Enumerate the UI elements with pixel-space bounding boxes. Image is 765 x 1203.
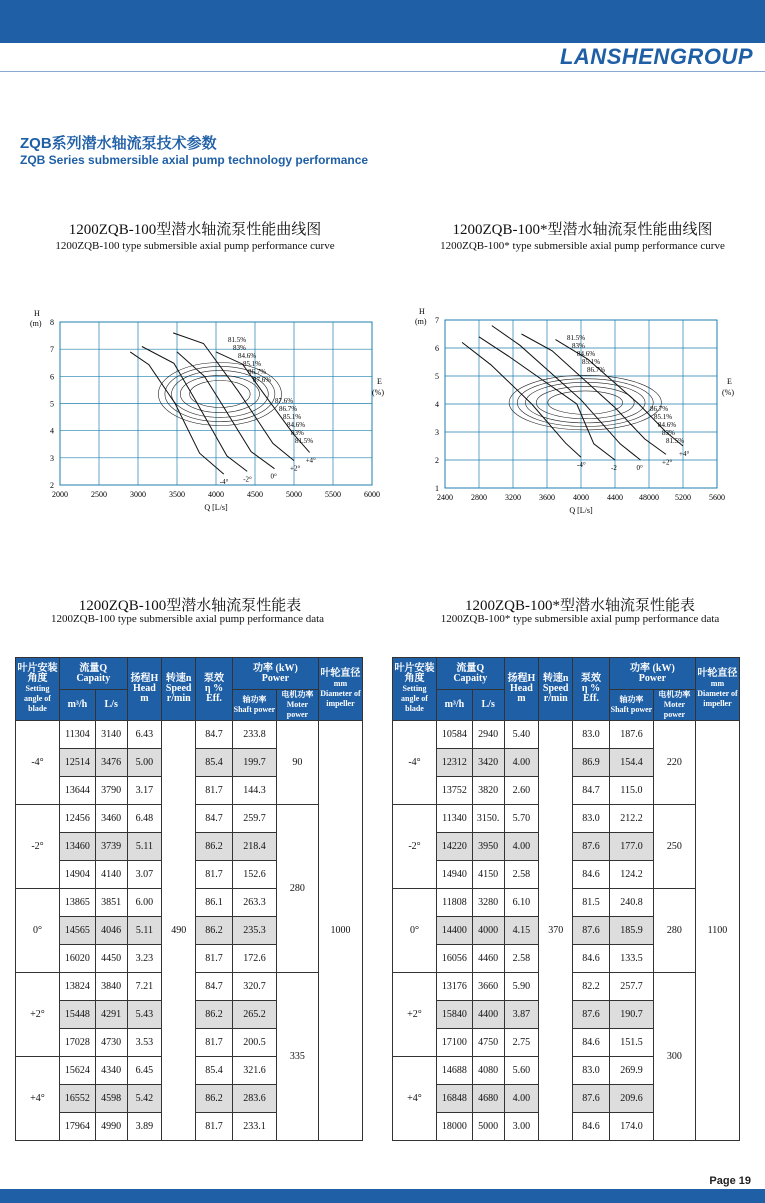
left-efficiency-label: 83% [233,344,246,352]
right-x-tick: 4000 [573,493,589,502]
efficiency-cell: 81.7 [196,945,233,973]
flow-ls-cell: 4750 [472,1029,504,1057]
flow-ls-cell: 4598 [95,1085,127,1113]
efficiency-cell: 85.4 [196,1057,233,1085]
left-efficiency-label: 87.6% [275,397,294,405]
left-x-tick: 4500 [247,490,263,499]
shaft-power-cell: 144.3 [232,777,276,805]
right-angle-label: 0° [636,464,643,472]
table-header: 叶片安装角度 Setting angle of blade 流量Q Capaity 扬程H Head m 转速n Speed r/min 泵效 η % Eff. 功率 (kW) Power 叶轮直径 mm Diameter of impeller m³/h L/s 轴功率 Shaft power 电机功率 Moter power [16,658,363,721]
right-efficiency-label: 83% [572,342,585,350]
left-y-tick: 3 [50,453,54,463]
efficiency-cell: 84.6 [573,1113,610,1141]
right-y-tick: 4 [435,400,439,409]
right-x-tick: 48000 [639,493,659,502]
head-cell: 4.00 [504,833,539,861]
flow-m3h-cell: 13865 [60,889,96,917]
flow-ls-cell: 4400 [472,1001,504,1029]
shaft-power-cell: 235.3 [232,917,276,945]
shaft-power-cell: 269.9 [609,1057,653,1085]
shaft-power-cell: 154.4 [609,749,653,777]
flow-m3h-cell: 14220 [437,833,473,861]
shaft-power-cell: 124.2 [609,861,653,889]
right-efficiency-label: 84.6% [658,421,677,429]
right-chart-title-cn: 1200ZQB-100*型潜水轴流泵性能曲线图 [452,222,713,238]
head-cell: 5.11 [127,833,162,861]
right-chart-title-en: 1200ZQB-100* type submersible axial pump performance curve [440,240,725,252]
head-cell: 5.60 [504,1057,539,1085]
efficiency-cell: 87.6 [573,917,610,945]
efficiency-cell: 86.2 [196,1001,233,1029]
right-y-axis-label: H [419,307,425,316]
right-y-axis-unit: (m) [415,317,427,326]
left-performance-chart [20,300,400,530]
shaft-power-cell: 321.6 [232,1057,276,1085]
head-cell: 5.42 [127,1085,162,1113]
left-y-tick: 2 [50,481,54,490]
flow-m3h-cell: 11304 [60,721,96,749]
head-cell: 6.45 [127,1057,162,1085]
head-cell: 3.53 [127,1029,162,1057]
right-table-title-en: 1200ZQB-100* type submersible axial pump performance data [440,613,720,625]
right-head-curve [462,342,581,457]
shaft-power-cell: 265.2 [232,1001,276,1029]
speed-cell: 490 [162,721,196,1141]
shaft-power-cell: 320.7 [232,973,276,1001]
efficiency-cell: 84.7 [573,777,610,805]
efficiency-cell: 87.6 [573,833,610,861]
head-cell: 3.00 [504,1113,539,1141]
left-angle-label: +2° [290,464,301,473]
right-x-axis-label: Q [L/s] [569,506,593,515]
right-y-tick: 3 [435,428,439,437]
speed-cell: 370 [539,721,573,1141]
flow-ls-cell: 4730 [95,1029,127,1057]
efficiency-cell: 86.2 [196,1085,233,1113]
flow-m3h-cell: 13752 [437,777,473,805]
left-efficiency-label: 85.1% [243,360,262,368]
efficiency-cell: 81.5 [573,889,610,917]
left-angle-label: -2° [243,475,252,484]
shaft-power-cell: 212.2 [609,805,653,833]
head-cell: 6.48 [127,805,162,833]
flow-ls-cell: 4150 [472,861,504,889]
flow-m3h-cell: 16848 [437,1085,473,1113]
impeller-diameter-cell: 1100 [695,721,739,1141]
shaft-power-cell: 263.3 [232,889,276,917]
right-efficiency-label: 84.6% [577,350,596,358]
head-cell: 3.17 [127,777,162,805]
left-y-axis-unit: (m) [30,319,42,328]
flow-m3h-cell: 15448 [60,1001,96,1029]
head-cell: 2.58 [504,945,539,973]
left-efficiency-label: 81.5% [295,437,314,445]
right-y-tick: 5 [435,372,439,381]
left-x-tick: 5000 [286,490,302,499]
flow-ls-cell: 4340 [95,1057,127,1085]
efficiency-cell: 84.6 [573,1029,610,1057]
left-efficiency-label: 87.6% [253,376,272,384]
blade-angle-cell: -4° [16,721,60,805]
right-efficiency-label: 85.1% [582,358,601,366]
left-angle-label: 0° [270,472,277,481]
blade-angle-cell: 0° [16,889,60,973]
head-cell: 4.15 [504,917,539,945]
flow-m3h-cell: 12312 [437,749,473,777]
flow-ls-cell: 3820 [472,777,504,805]
right-efficiency-label: 86.7% [587,366,606,374]
left-x-tick: 4000 [208,490,224,499]
flow-m3h-cell: 13644 [60,777,96,805]
right-y-tick: 7 [435,316,439,325]
shaft-power-cell: 199.7 [232,749,276,777]
table-row [16,721,363,749]
shaft-power-cell: 259.7 [232,805,276,833]
left-efficiency-label: 84.6% [287,421,306,429]
shaft-power-cell: 240.8 [609,889,653,917]
flow-m3h-cell: 18000 [437,1113,473,1141]
left-y-tick: 4 [50,426,54,436]
efficiency-cell: 81.7 [196,1113,233,1141]
right-efficiency-label: 81.5% [567,334,586,342]
efficiency-cell: 84.7 [196,805,233,833]
flow-ls-cell: 4460 [472,945,504,973]
left-angle-label: +4° [305,456,316,465]
top-banner [0,0,765,43]
motor-power-cell: 300 [653,973,695,1141]
flow-ls-cell: 4450 [95,945,127,973]
right-efficiency-contour [536,386,634,418]
shaft-power-cell: 185.9 [609,917,653,945]
flow-m3h-cell: 13460 [60,833,96,861]
flow-ls-cell: 3840 [95,973,127,1001]
bottom-banner [0,1189,765,1203]
left-x-tick: 5500 [325,490,341,499]
left-efficiency-label: 86.7% [248,368,267,376]
flow-m3h-cell: 16020 [60,945,96,973]
left-efficiency-label: 84.6% [238,352,257,360]
header-divider [0,71,765,72]
right-y-tick: 6 [435,344,439,353]
shaft-power-cell: 177.0 [609,833,653,861]
flow-m3h-cell: 17100 [437,1029,473,1057]
head-cell: 2.75 [504,1029,539,1057]
head-cell: 3.89 [127,1113,162,1141]
flow-ls-cell: 4291 [95,1001,127,1029]
table-header: 叶片安装角度 Setting angle of blade 流量Q Capaity 扬程H Head m 转速n Speed r/min 泵效 η % Eff. 功率 (kW) Power 叶轮直径 mm Diameter of impeller m³/h L/s 轴功率 Shaft power 电机功率 Moter power [393,658,740,721]
shaft-power-cell: 200.5 [232,1029,276,1057]
shaft-power-cell: 283.6 [232,1085,276,1113]
section-title-en: ZQB Series submersible axial pump technology performance [20,153,369,167]
brand-logo: LANSHENGROUP [559,44,753,69]
left-e-axis-label: E [377,376,382,386]
right-x-tick: 4400 [607,493,623,502]
head-cell: 5.40 [504,721,539,749]
efficiency-cell: 82.2 [573,973,610,1001]
head-cell: 4.00 [504,749,539,777]
head-cell: 2.58 [504,861,539,889]
flow-ls-cell: 3851 [95,889,127,917]
flow-ls-cell: 3150. [472,805,504,833]
blade-angle-cell: -4° [393,721,437,805]
flow-ls-cell: 4080 [472,1057,504,1085]
flow-m3h-cell: 16552 [60,1085,96,1113]
flow-ls-cell: 3140 [95,721,127,749]
shaft-power-cell: 133.5 [609,945,653,973]
efficiency-cell: 84.7 [196,721,233,749]
shaft-power-cell: 190.7 [609,1001,653,1029]
table-row [393,721,740,749]
flow-ls-cell: 3280 [472,889,504,917]
blade-angle-cell: +2° [393,973,437,1057]
shaft-power-cell: 233.8 [232,721,276,749]
flow-ls-cell: 3460 [95,805,127,833]
right-efficiency-label: 83% [662,429,675,437]
head-cell: 5.00 [127,749,162,777]
right-angle-label: +4° [679,450,690,458]
efficiency-cell: 83.0 [573,1057,610,1085]
head-cell: 5.90 [504,973,539,1001]
motor-power-cell: 250 [653,805,695,889]
head-cell: 6.43 [127,721,162,749]
shaft-power-cell: 151.5 [609,1029,653,1057]
head-cell: 3.07 [127,861,162,889]
flow-ls-cell: 4680 [472,1085,504,1113]
right-y-tick: 2 [435,456,439,465]
flow-m3h-cell: 12514 [60,749,96,777]
blade-angle-cell: -2° [16,805,60,889]
right-efficiency-label: 81.5% [666,437,685,445]
head-cell: 4.00 [504,1085,539,1113]
shaft-power-cell: 209.6 [609,1085,653,1113]
blade-angle-cell: +2° [16,973,60,1057]
left-chart-title-en: 1200ZQB-100 type submersible axial pump performance curve [55,240,335,252]
blade-angle-cell: +4° [393,1057,437,1141]
efficiency-cell: 87.6 [573,1085,610,1113]
shaft-power-cell: 218.4 [232,833,276,861]
right-x-tick: 2800 [471,493,487,502]
motor-power-cell: 90 [276,721,318,805]
flow-m3h-cell: 14904 [60,861,96,889]
head-cell: 3.87 [504,1001,539,1029]
flow-ls-cell: 4000 [472,917,504,945]
left-y-tick: 5 [50,399,54,409]
left-y-tick: 8 [50,318,54,327]
right-e-axis-unit: (%) [722,387,734,397]
left-table-title-cn: 1200ZQB-100型潜水轴流泵性能表 [78,598,302,614]
head-cell: 6.00 [127,889,162,917]
left-efficiency-label: 86.7% [279,405,298,413]
right-efficiency-contour [517,379,653,427]
impeller-diameter-cell: 1000 [318,721,362,1141]
right-efficiency-contour [548,391,623,414]
head-cell: 3.23 [127,945,162,973]
flow-m3h-cell: 15624 [60,1057,96,1085]
flow-m3h-cell: 17028 [60,1029,96,1057]
flow-m3h-cell: 11808 [437,889,473,917]
flow-ls-cell: 4990 [95,1113,127,1141]
efficiency-cell: 81.7 [196,1029,233,1057]
efficiency-cell: 86.2 [196,833,233,861]
head-cell: 2.60 [504,777,539,805]
right-x-tick: 3200 [505,493,521,502]
shaft-power-cell: 174.0 [609,1113,653,1141]
right-angle-label: -4° [577,461,586,470]
efficiency-cell: 83.0 [573,805,610,833]
head-cell: 7.21 [127,973,162,1001]
flow-ls-cell: 3420 [472,749,504,777]
page-number: Page 19 [709,1175,751,1187]
efficiency-cell: 84.7 [196,973,233,1001]
efficiency-cell: 85.4 [196,749,233,777]
flow-m3h-cell: 13176 [437,973,473,1001]
right-performance-table [392,657,740,1141]
flow-m3h-cell: 13824 [60,973,96,1001]
shaft-power-cell: 152.6 [232,861,276,889]
efficiency-cell: 86.2 [196,917,233,945]
flow-ls-cell: 3739 [95,833,127,861]
flow-m3h-cell: 14565 [60,917,96,945]
left-x-tick: 3500 [169,490,185,499]
left-y-axis-label: H [34,309,40,318]
flow-m3h-cell: 10584 [437,721,473,749]
left-y-tick: 6 [50,372,54,382]
flow-ls-cell: 3950 [472,833,504,861]
left-efficiency-label: 81.5% [228,336,247,344]
flow-ls-cell: 5000 [472,1113,504,1141]
left-x-tick: 6000 [364,490,380,499]
flow-ls-cell: 3790 [95,777,127,805]
blade-angle-cell: +4° [16,1057,60,1141]
shaft-power-cell: 115.0 [609,777,653,805]
motor-power-cell: 280 [653,889,695,973]
blade-angle-cell: -2° [393,805,437,889]
flow-ls-cell: 4046 [95,917,127,945]
right-x-tick: 5600 [709,493,725,502]
left-x-tick: 3000 [130,490,146,499]
shaft-power-cell: 257.7 [609,973,653,1001]
flow-ls-cell: 3476 [95,749,127,777]
head-cell: 5.11 [127,917,162,945]
shaft-power-cell: 233.1 [232,1113,276,1141]
head-cell: 6.10 [504,889,539,917]
head-cell: 5.43 [127,1001,162,1029]
flow-m3h-cell: 11340 [437,805,473,833]
efficiency-cell: 84.6 [573,945,610,973]
left-efficiency-label: 85.1% [283,413,302,421]
right-x-tick: 5200 [675,493,691,502]
motor-power-cell: 335 [276,973,318,1141]
efficiency-cell: 81.7 [196,861,233,889]
flow-m3h-cell: 14400 [437,917,473,945]
left-table-title-en: 1200ZQB-100 type submersible axial pump performance data [50,613,325,625]
flow-m3h-cell: 17964 [60,1113,96,1141]
flow-ls-cell: 3660 [472,973,504,1001]
shaft-power-cell: 172.6 [232,945,276,973]
left-e-axis-unit: (%) [372,387,384,397]
flow-ls-cell: 2940 [472,721,504,749]
right-angle-label: -2 [611,464,617,472]
flow-m3h-cell: 15840 [437,1001,473,1029]
efficiency-cell: 86.1 [196,889,233,917]
right-performance-chart [405,298,750,525]
left-performance-table [15,657,363,1141]
efficiency-cell: 86.9 [573,749,610,777]
shaft-power-cell: 187.6 [609,721,653,749]
efficiency-cell: 81.7 [196,777,233,805]
blade-angle-cell: 0° [393,889,437,973]
left-angle-label: -4° [219,478,229,487]
right-efficiency-label: 85.1% [654,413,673,421]
efficiency-cell: 84.6 [573,861,610,889]
left-x-tick: 2500 [91,490,107,499]
flow-m3h-cell: 14688 [437,1057,473,1085]
motor-power-cell: 280 [276,805,318,973]
flow-m3h-cell: 16056 [437,945,473,973]
right-e-axis-label: E [727,376,732,386]
left-x-tick: 2000 [52,490,68,499]
left-efficiency-label: 83% [291,429,304,437]
efficiency-cell: 87.6 [573,1001,610,1029]
left-chart-title-cn: 1200ZQB-100型潜水轴流泵性能曲线图 [68,222,322,238]
right-y-tick: 1 [435,484,439,493]
flow-m3h-cell: 14940 [437,861,473,889]
right-x-tick: 3600 [539,493,555,502]
right-x-tick: 2400 [437,493,453,502]
left-x-axis-label: Q [L/s] [204,503,228,512]
right-efficiency-label: 86.7% [650,405,669,413]
left-y-tick: 7 [50,345,54,355]
right-efficiency-contour [509,375,661,430]
section-title-cn: ZQB系列潜水轴流泵技术参数 [20,135,217,152]
head-cell: 5.70 [504,805,539,833]
right-table-title-cn: 1200ZQB-100*型潜水轴流泵性能表 [465,598,695,614]
flow-ls-cell: 4140 [95,861,127,889]
motor-power-cell: 220 [653,721,695,805]
flow-m3h-cell: 12456 [60,805,96,833]
right-angle-label: +2° [662,458,673,467]
efficiency-cell: 83.0 [573,721,610,749]
